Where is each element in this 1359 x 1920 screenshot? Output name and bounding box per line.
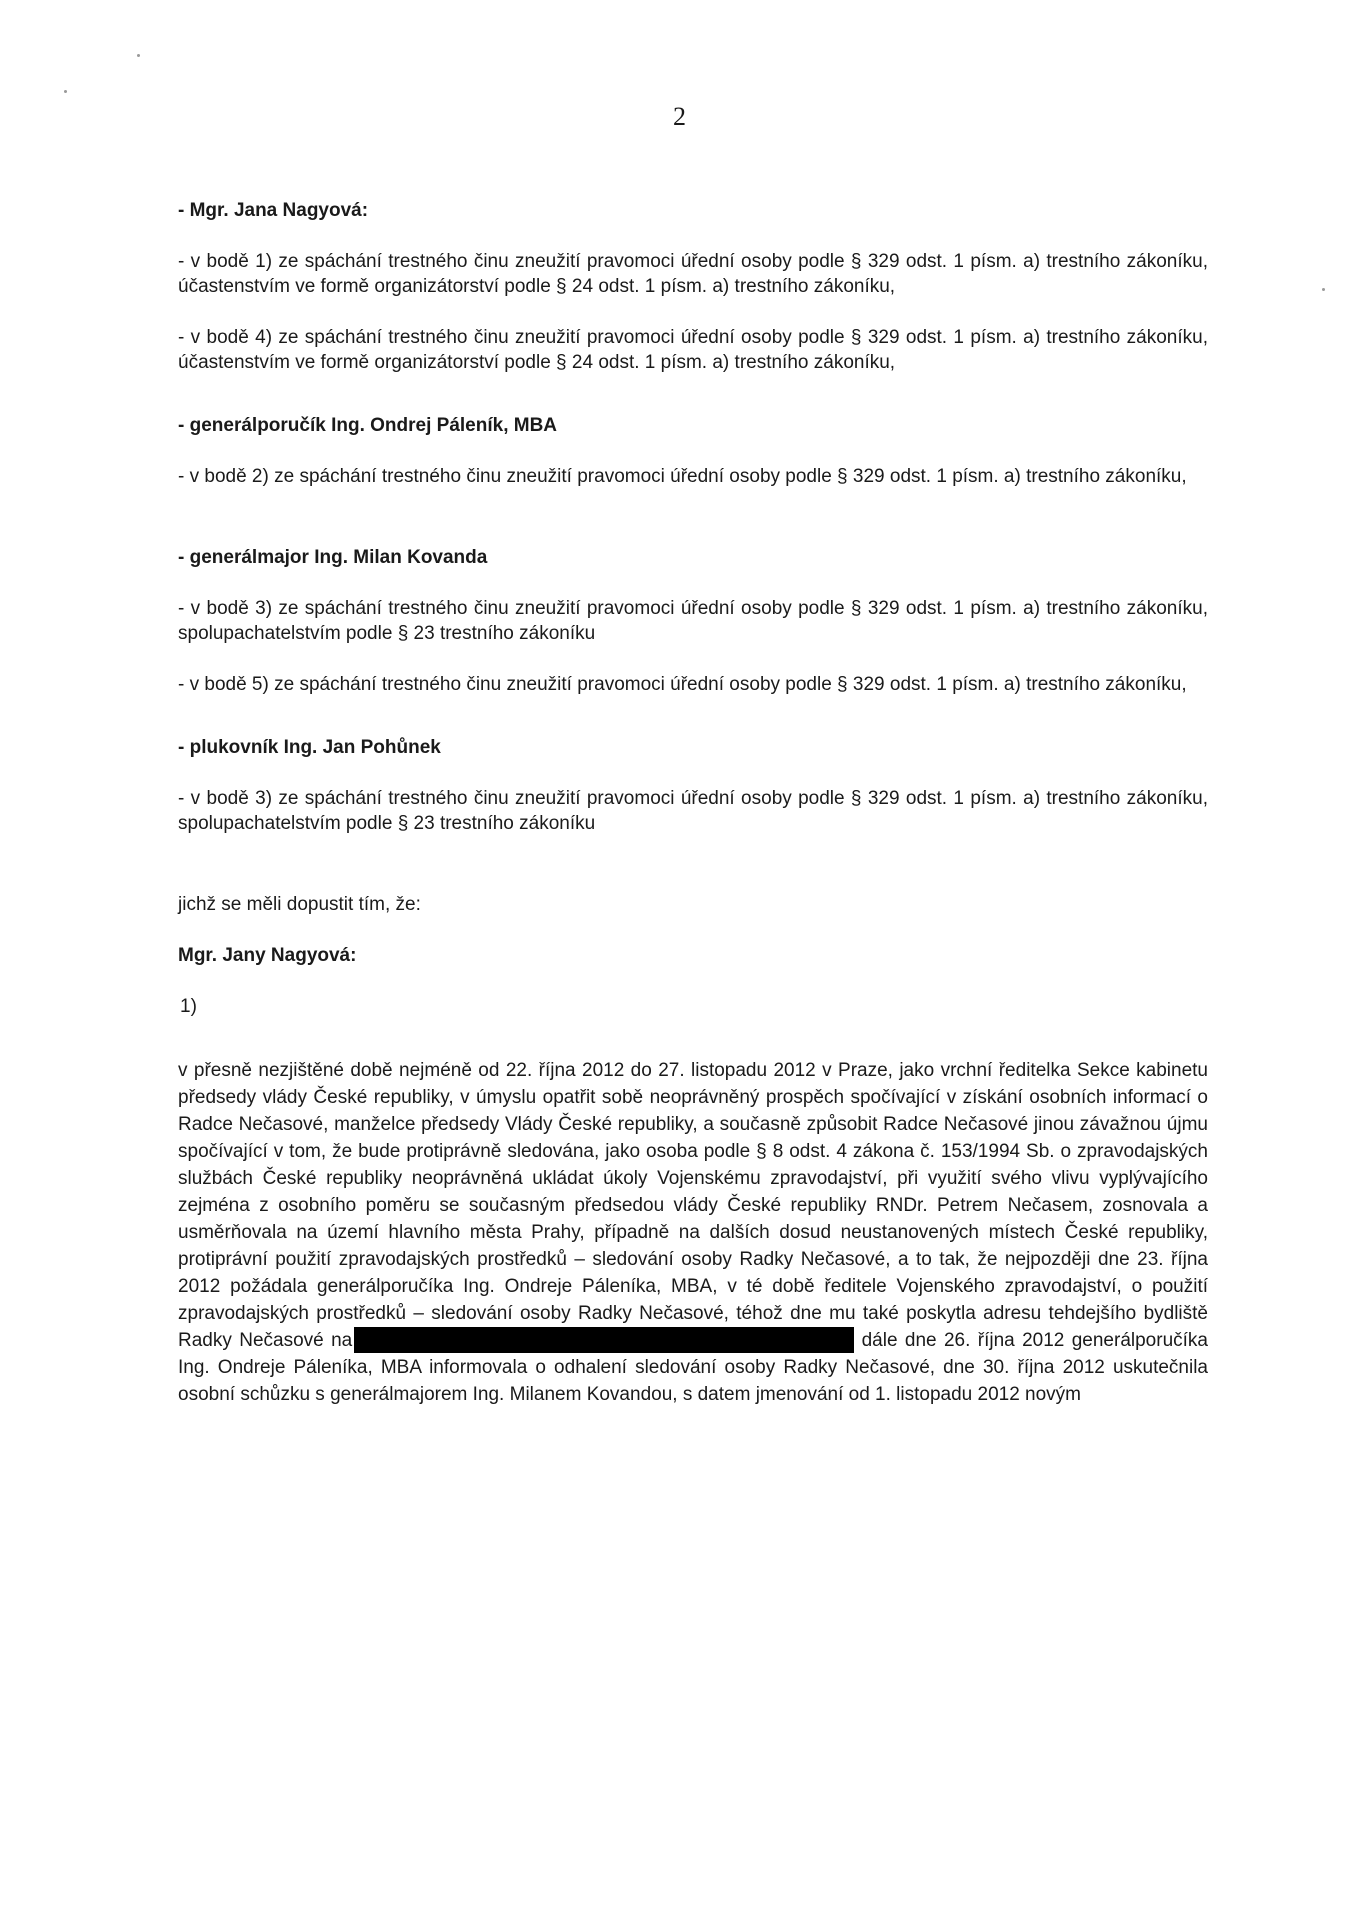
- subject-heading: Mgr. Jany Nagyová:: [178, 945, 357, 966]
- charge-item: - v bodě 4) ze spáchání trestného činu zneužití pravomoci úřední osoby podle § 329 odst. 1 písm. a) trestního zákoníku, účastenstvím ve formě organizátorství podle § 24 odst. 1 písm. a) trestního zákoníku,: [178, 327, 1208, 373]
- scan-speck: [1322, 288, 1325, 291]
- document-body: [178, 198, 1208, 1408]
- point-label: 1): [180, 996, 197, 1017]
- scan-speck: [137, 54, 140, 57]
- charge-item: - v bodě 2) ze spáchání trestného činu zneužití pravomoci úřední osoby podle § 329 odst. 1 písm. a) trestního zákoníku,: [178, 466, 1187, 487]
- page-number: 2: [673, 102, 686, 131]
- main-paragraph-text: v přesně nezjištěné době nejméně od 22. října 2012 do 27. listopadu 2012 v Praze, jako vrchní ředitelka Sekce kabinetu předsedy vlády České republiky, v úmyslu opatřit sobě neoprávněný prospěch spočívající v získání osobních informací o Radce Nečasové, manželce předsedy Vlády České republiky, a současně způsobit Radce Nečasové jinou závažnou újmu spočívající v tom, že bude protiprávně sledována, jako osoba podle § 8 odst. 4 zákona č. 153/1994 Sb. o zpravodajských službách České republiky neoprávněná ukládat úkoly Vojenskému zpravodajství, při využití svého vlivu vyplývajícího zejména z osobního poměru se současným předsedou vlády České republiky RNDr. Petrem Nečasem, zosnovala a usměrňovala na území hlavního města Prahy, případně na dalších dosud neustanovených místech České republiky, protiprávní použití zpravodajských prostředků – sledování osoby Radky Nečasové, a to tak, že nejpozději dne 23. října 2012 požádala generálporučíka Ing. Ondreje Páleníka, MBA, v té době ředitele Vojenského zpravodajství, o použití zpravodajských prostředků – sledování osoby Radky Nečasové, téhož dne mu také poskytla adresu tehdejšího bydliště Radky Nečasové na: [178, 1060, 1208, 1351]
- charge-item: - v bodě 5) ze spáchání trestného činu zneužití pravomoci úřední osoby podle § 329 odst. 1 písm. a) trestního zákoníku,: [178, 674, 1187, 695]
- charge-item: - v bodě 1) ze spáchání trestného činu zneužití pravomoci úřední osoby podle § 329 odst. 1 písm. a) trestního zákoníku, účastenstvím ve formě organizátorství podle § 24 odst. 1 písm. a) trestního zákoníku,: [178, 251, 1208, 297]
- section-heading-pohunek: - plukovník Ing. Jan Pohůnek: [178, 737, 441, 758]
- main-paragraph: [178, 1057, 1208, 1408]
- redaction-bar: [354, 1327, 854, 1353]
- scan-speck: [64, 90, 67, 93]
- charge-item: - v bodě 3) ze spáchání trestného činu zneužití pravomoci úřední osoby podle § 329 odst. 1 písm. a) trestního zákoníku, spolupachatelstvím podle § 23 trestního zákoníku: [178, 598, 1208, 644]
- section-heading-palenik: - generálporučík Ing. Ondrej Páleník, MBA: [178, 415, 558, 436]
- section-heading-kovanda: - generálmajor Ing. Milan Kovanda: [178, 547, 488, 568]
- main-paragraph-continuation: dále dne 26. října 2012 generálporučíka Ing. Ondreje Páleníka, MBA informovala o odhalení sledování osoby Radky Nečasové, dne 30. října 2012 uskutečnila osobní schůzku s generálmajorem Ing. Milanem Kovandou, s datem jmenování od 1. listopadu 2012 novým: [178, 1330, 1208, 1405]
- section-heading-nagyova: - Mgr. Jana Nagyová:: [178, 200, 369, 221]
- intro-text: jichž se měli dopustit tím, že:: [178, 894, 421, 915]
- charge-item: - v bodě 3) ze spáchání trestného činu zneužití pravomoci úřední osoby podle § 329 odst. 1 písm. a) trestního zákoníku, spolupachatelstvím podle § 23 trestního zákoníku: [178, 788, 1208, 834]
